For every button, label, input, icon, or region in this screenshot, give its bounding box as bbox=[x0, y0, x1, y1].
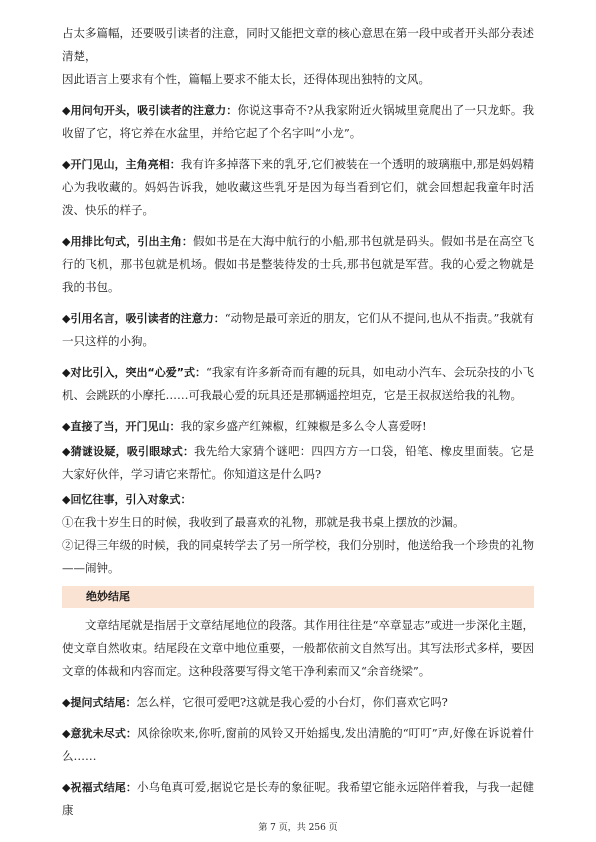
method-text: 风徐徐吹来,你听,窗前的风铃又开始摇曳,发出清脆的“叮叮”声,好像在诉说着什么…… bbox=[62, 726, 534, 763]
page-footer: 第 7 页，共 256 页 bbox=[258, 823, 338, 833]
section-body: 文章结尾就是指居于文章结尾地位的段落。其作用往往是“卒章显志”或进一步深化主题，使文章自然收束。结尾段在文章中地位重要，一般都依前文自然写出。其写法形式多样，要因文章的体裁和内容而定。这种段落要写得文笔干净利索而又“余音绕梁”。 bbox=[62, 618, 534, 678]
method-heading: 用问句开头，吸引读者的注意力： bbox=[70, 104, 238, 117]
diamond-bullet-icon: ◆ bbox=[62, 104, 71, 117]
recall-item: ②记得三年级的时候，我的同桌转学去了另一所学校，我们分别时，他送给我一个珍贵的礼物——闹钟。 bbox=[62, 538, 534, 575]
opening-method bbox=[62, 415, 534, 438]
method-text: 怎么样，它很可爱吧?这就是我心爱的小台灯，你们喜欢它吗? bbox=[136, 695, 448, 709]
method-heading: 对比引入，突出“心爱”式： bbox=[70, 366, 206, 379]
diamond-bullet-icon: ◆ bbox=[62, 235, 71, 248]
diamond-bullet-icon: ◆ bbox=[62, 493, 71, 506]
method-heading: 提问式结尾： bbox=[70, 696, 137, 709]
opening-method bbox=[62, 488, 534, 511]
method-heading: 祝福式结尾： bbox=[70, 781, 137, 794]
ending-method bbox=[62, 691, 534, 714]
diamond-bullet-icon: ◆ bbox=[62, 312, 71, 325]
method-text: 你说这事奇不?从我家附近火锅城里竟爬出了一只龙虾。我收留了它，将它养在水盆里，并给它起了个名字叫“小龙”。 bbox=[62, 103, 534, 140]
method-heading: 回忆往事，引入对象式： bbox=[70, 493, 192, 506]
opening-method bbox=[62, 230, 534, 299]
diamond-bullet-icon: ◆ bbox=[62, 727, 71, 740]
method-heading: 猜谜设疑，吸引眼球式： bbox=[70, 445, 195, 458]
page-content bbox=[62, 22, 534, 822]
method-text: 小乌龟真可爱,据说它是长寿的象征呢。我希望它能永远陪伴着我，与我一起健康 bbox=[62, 780, 534, 817]
method-heading: 意犹未尽式： bbox=[70, 727, 137, 740]
method-heading: 用排比句式，引出主角： bbox=[70, 235, 194, 248]
diamond-bullet-icon: ◆ bbox=[62, 420, 71, 433]
diamond-bullet-icon: ◆ bbox=[62, 158, 71, 171]
method-text: “我家有许多新奇而有趣的玩具，如电动小汽车、会玩杂技的小飞机、会跳跃的小摩托……可我最心爱的玩具还是那辆遥控坦克，它是王叔叔送给我的礼物。 bbox=[62, 365, 534, 402]
diamond-bullet-icon: ◆ bbox=[62, 366, 71, 379]
recall-item: ①在我十岁生日的时候，我收到了最喜欢的礼物，那就是我书桌上摆放的沙漏。 bbox=[62, 515, 465, 529]
diamond-bullet-icon: ◆ bbox=[62, 781, 71, 794]
section-heading: 绝妙结尾 bbox=[62, 586, 534, 608]
method-heading: 引用名言，吸引读者的注意力： bbox=[70, 312, 225, 325]
opening-method bbox=[62, 99, 534, 145]
opening-method bbox=[62, 440, 534, 486]
ending-method bbox=[62, 776, 534, 822]
intro-line: 占太多篇幅，还要吸引读者的注意，同时又能把文章的核心意思在第一段中或者开头部分表述清楚， bbox=[62, 26, 534, 63]
method-text: 我有许多掉落下来的乳牙,它们被装在一个透明的玻璃瓶中,那是妈妈精心为我收藏的。妈妈告诉我，她收藏这些乳牙是因为每当看到它们，就会回想起我童年时活泼、快乐的样子。 bbox=[62, 157, 535, 217]
diamond-bullet-icon: ◆ bbox=[62, 445, 71, 458]
method-heading: 开门见山，主角亮相： bbox=[70, 158, 181, 171]
diamond-bullet-icon: ◆ bbox=[62, 696, 71, 709]
intro-line: 因此语言上要求有个性，篇幅上要求不能太长，还得体现出独特的文风。 bbox=[62, 72, 430, 86]
opening-method bbox=[62, 153, 534, 222]
method-text: 假如书是在大海中航行的小船,那书包就是码头。假如书是在高空飞行的飞机，那书包就是机场。假如书是整装待发的士兵,那书包就是军营。我的心爱之物就是我的书包。 bbox=[62, 234, 535, 294]
method-text: “动物是最可亲近的朋友，它们从不提问,也从不指责。”我就有一只这样的小狗。 bbox=[62, 311, 534, 348]
opening-method bbox=[62, 307, 534, 353]
method-text: 我的家乡盛产红辣椒，红辣椒是多么令人喜爱呀! bbox=[180, 419, 427, 433]
method-text: 我先给大家猜个谜吧：四四方方一口袋，铅笔、橡皮里面装。它是大家好伙伴，学习请它来帮忙。你知道这是什么吗? bbox=[62, 444, 534, 481]
ending-method bbox=[62, 722, 534, 768]
opening-method bbox=[62, 361, 534, 407]
method-heading: 直接了当，开门见山： bbox=[70, 420, 181, 433]
